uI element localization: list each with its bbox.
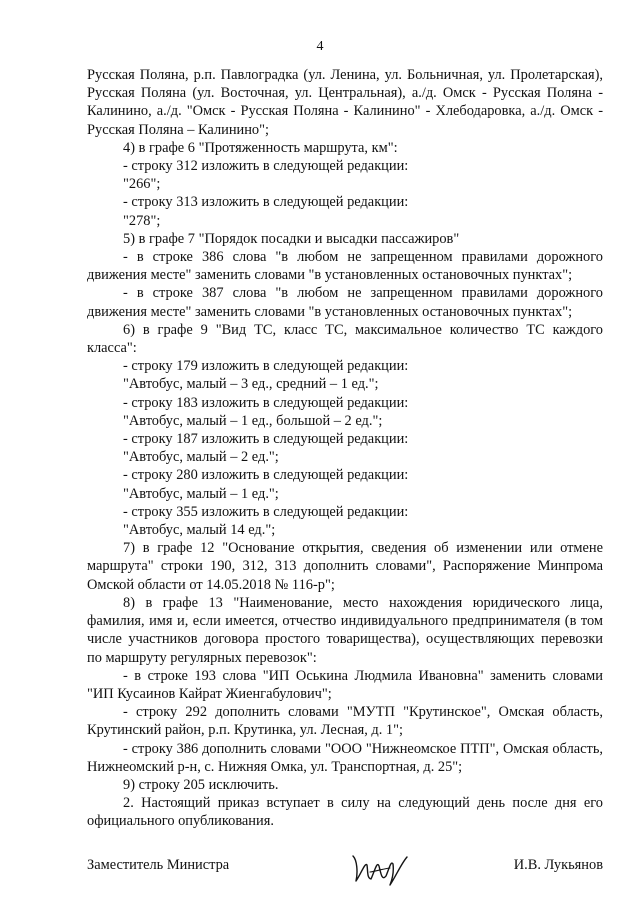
paragraph-item-4: 4) в графе 6 "Протяженность маршрута, км": [123, 139, 398, 156]
paragraph-row-292: - строку 292 дополнить словами "МУТП "Крутинское", Омская область, Крутинский район, р.п. Крутинка, ул. Лесная, д. 1"; [87, 704, 603, 739]
handwritten-signature-icon [349, 848, 411, 888]
paragraph-value-278: "278"; [123, 212, 161, 229]
paragraph-row-386-stops: - в строке 386 слова "в любом не запрещенном правилами дорожного движения месте" заменить словами "в установленных остановочных пунктах"; [87, 249, 603, 284]
paragraph-row-280: - строку 280 изложить в следующей редакции: [123, 467, 409, 484]
paragraph-value-183: "Автобус, малый – 1 ед., большой – 2 ед."; [123, 412, 383, 429]
paragraph-row-312: - строку 312 изложить в следующей редакции: [123, 158, 409, 175]
paragraph-row-355: - строку 355 изложить в следующей редакции: [123, 503, 409, 520]
paragraph-row-193: - в строке 193 слова "ИП Оськина Людмила Ивановна" заменить словами "ИП Кусаинов Кайрат Жиенгабулович"; [87, 667, 603, 702]
paragraph-item-6: 6) в графе 9 "Вид ТС, класс ТС, максимальное количество ТС каждого класса": [87, 321, 603, 357]
paragraph-item-7: 7) в графе 12 "Основание открытия, сведения об изменении или отмене маршрута" строки 190, 312, 313 дополнить словами", Распоряжение Минпрома Омской области от 14.05.2018 № 116-р"; [87, 540, 603, 593]
paragraph-row-187: - строку 187 изложить в следующей редакции: [123, 431, 409, 448]
paragraph-item-5: 5) в графе 7 "Порядок посадки и высадки пассажиров" [123, 230, 460, 247]
paragraph-row-183: - строку 183 изложить в следующей редакции: [123, 394, 409, 411]
paragraph-item-8: 8) в графе 13 "Наименование, место нахождения юридического лица, фамилия, имя и, если имеется, отчество индивидуального предпринимателя (в том числе участников договора простого товарищества), осуществляющих перевозки по маршруту регулярных перевозок": [87, 594, 603, 666]
paragraph-value-187: "Автобус, малый – 2 ед."; [123, 449, 279, 466]
paragraph-effective-date: 2. Настоящий приказ вступает в силу на следующий день после дня его официального опубликования. [87, 795, 603, 830]
paragraph-value-179: "Автобус, малый – 3 ед., средний – 1 ед."; [123, 376, 379, 393]
document-body [87, 66, 603, 831]
signatory-role: Заместитель Министра [87, 857, 230, 873]
paragraph-value-280: "Автобус, малый – 1 ед."; [123, 485, 279, 502]
paragraph-row-386-carrier: - строку 386 дополнить словами "ООО "Нижнеомское ПТП", Омская область, Нижнеомский р-н, с. Нижняя Омка, ул. Транспортная, д. 25"; [87, 740, 603, 775]
paragraph-row-179: - строку 179 изложить в следующей редакции: [123, 358, 409, 375]
paragraph-row-387-stops: - в строке 387 слова "в любом не запрещенном правилами дорожного движения месте" заменить словами "в установленных остановочных пунктах"; [87, 285, 603, 320]
paragraph-item-9: 9) строку 205 исключить. [123, 776, 279, 793]
signatory-name: И.В. Лукьянов [513, 857, 603, 873]
paragraph-row-313: - строку 313 изложить в следующей редакции: [123, 194, 409, 211]
paragraph-continuation: Русская Поляна, р.п. Павлоградка (ул. Ленина, ул. Больничная, ул. Пролетарская), Русская Поляна (ул. Восточная, ул. Центральная), а./д. Омск - Русская Поляна - Калинино, а./д. "Омск - Русская Поляна - Калинино" - Хлебодаровка, а./д. Омск - Русская Поляна – Калинино"; [87, 67, 603, 138]
paragraph-value-355: "Автобус, малый 14 ед."; [123, 522, 276, 539]
signature-block [87, 848, 603, 888]
page-number: 4 [316, 39, 324, 54]
paragraph-value-266: "266"; [123, 176, 161, 193]
